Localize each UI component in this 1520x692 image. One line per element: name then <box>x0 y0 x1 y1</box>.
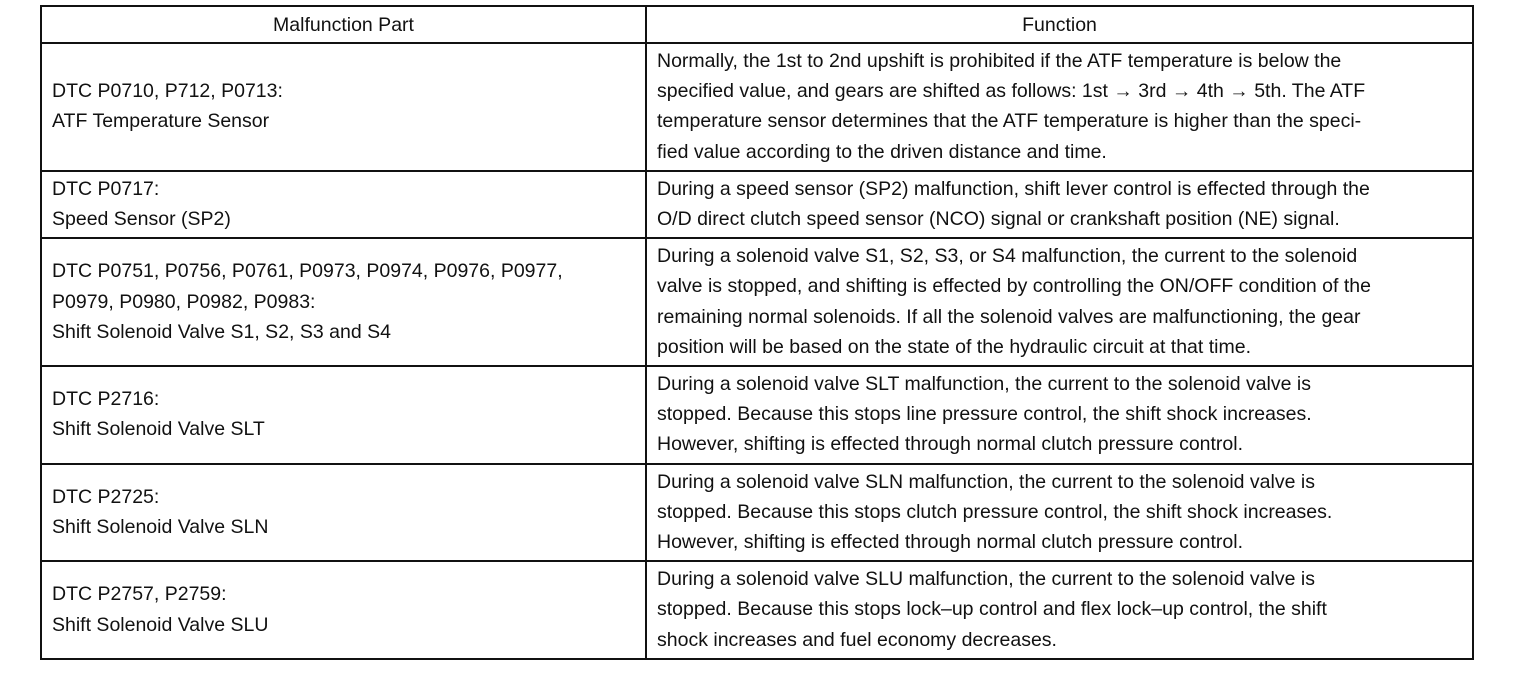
function-line: stopped. Because this stops line pressure control, the shift shock increases. <box>657 403 1312 426</box>
function-line: However, shifting is effected through normal clutch pressure control. <box>657 531 1244 554</box>
table-row <box>41 366 1473 464</box>
part-line: DTC P0717: <box>52 177 160 200</box>
function-line: During a speed sensor (SP2) malfunction, shift lever control is effected through the <box>657 177 1370 200</box>
malfunction-part-cell <box>41 43 646 171</box>
table-row <box>41 171 1473 238</box>
function-line: position will be based on the state of the hydraulic circuit at that time. <box>657 335 1251 358</box>
function-line: fied value according to the driven distance and time. <box>657 140 1107 163</box>
part-line: Speed Sensor (SP2) <box>52 208 231 231</box>
function-line: remaining normal solenoids. If all the solenoid valves are malfunctioning, the gear <box>657 305 1361 328</box>
function-line: stopped. Because this stops lock–up control and flex lock–up control, the shift <box>657 598 1327 621</box>
part-line: DTC P2757, P2759: <box>52 583 227 606</box>
function-cell <box>646 171 1473 238</box>
table-row <box>41 561 1473 659</box>
part-line: DTC P0751, P0756, P0761, P0973, P0974, P0976, P0977, <box>52 260 563 283</box>
header-function: Function <box>646 6 1473 43</box>
part-line: DTC P2725: <box>52 485 160 508</box>
function-cell <box>646 43 1473 171</box>
function-line: temperature sensor determines that the ATF temperature is higher than the speci- <box>657 110 1362 133</box>
header-malfunction-part: Malfunction Part <box>41 6 646 43</box>
function-cell <box>646 464 1473 562</box>
function-cell <box>646 561 1473 659</box>
function-line: Normally, the 1st to 2nd upshift is prohibited if the ATF temperature is below the <box>657 50 1342 72</box>
part-line: P0979, P0980, P0982, P0983: <box>52 290 316 313</box>
function-line: During a solenoid valve SLN malfunction, the current to the solenoid valve is <box>657 470 1315 493</box>
malfunction-part-cell <box>41 561 646 659</box>
part-line: Shift Solenoid Valve SLN <box>52 515 269 538</box>
table-row <box>41 238 1473 366</box>
malfunction-part-cell <box>41 464 646 562</box>
malfunction-part-cell <box>41 366 646 464</box>
function-cell <box>646 366 1473 464</box>
function-line: valve is stopped, and shifting is effected by controlling the ON/OFF condition of the <box>657 275 1371 298</box>
malfunction-part-cell <box>41 171 646 238</box>
function-line: O/D direct clutch speed sensor (NCO) signal or crankshaft position (NE) signal. <box>657 208 1340 231</box>
function-line: During a solenoid valve SLT malfunction, the current to the solenoid valve is <box>657 373 1311 396</box>
part-line: DTC P0710, P712, P0713: <box>52 80 283 103</box>
table-row <box>41 43 1473 171</box>
function-line: During a solenoid valve SLU malfunction, the current to the solenoid valve is <box>657 568 1315 591</box>
part-line: DTC P2716: <box>52 388 160 411</box>
part-line: Shift Solenoid Valve SLT <box>52 418 265 441</box>
part-line: Shift Solenoid Valve S1, S2, S3 and S4 <box>52 320 391 343</box>
malfunction-part-cell <box>41 238 646 366</box>
fail-safe-table <box>40 5 1474 660</box>
function-cell <box>646 238 1473 366</box>
part-line: Shift Solenoid Valve SLU <box>52 613 269 636</box>
part-line: ATF Temperature Sensor <box>52 110 270 133</box>
function-line: stopped. Because this stops clutch pressure control, the shift shock increases. <box>657 500 1333 523</box>
function-line: shock increases and fuel economy decreases. <box>657 628 1057 651</box>
function-line: During a solenoid valve S1, S2, S3, or S4 malfunction, the current to the solenoid <box>657 245 1358 268</box>
table-row <box>41 464 1473 562</box>
function-line: specified value, and gears are shifted as follows: 1st → 3rd → 4th → 5th. The ATF <box>657 80 1366 103</box>
table-header-row <box>41 6 1473 43</box>
function-line: However, shifting is effected through normal clutch pressure control. <box>657 433 1244 456</box>
